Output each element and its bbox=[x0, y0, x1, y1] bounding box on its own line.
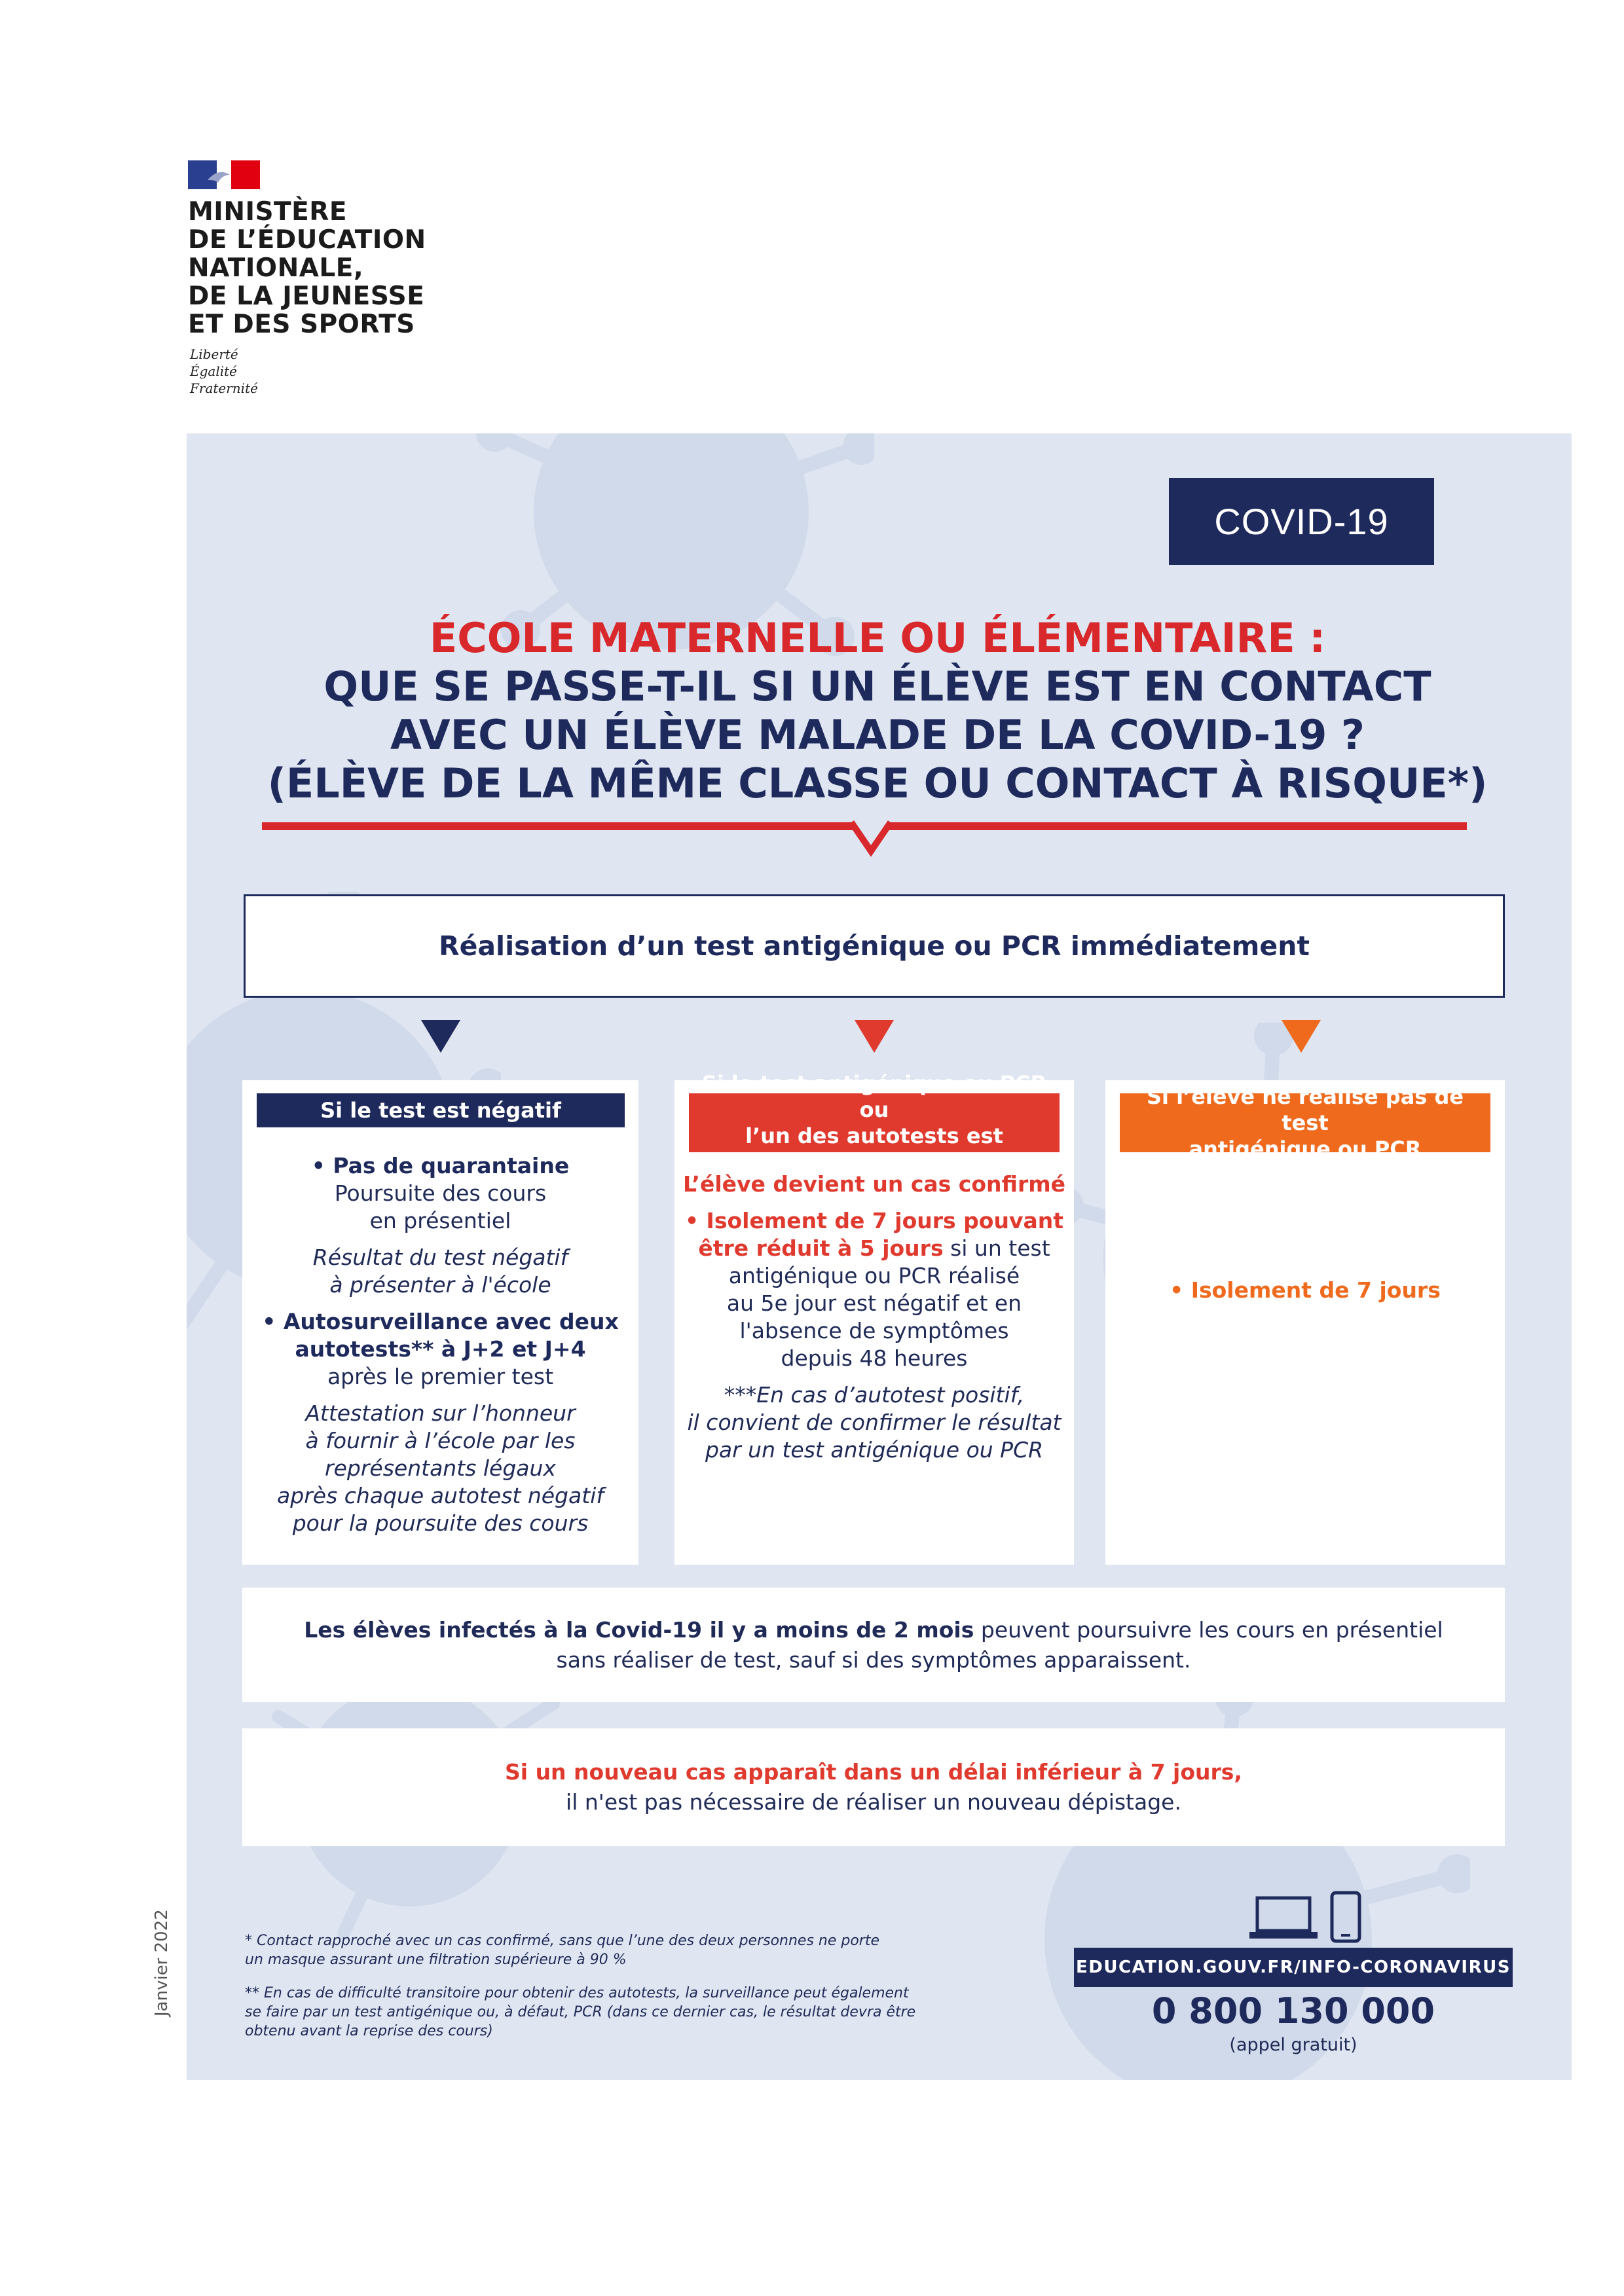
page-title bbox=[196, 614, 1559, 808]
arrow-down-icon bbox=[855, 1020, 894, 1053]
text-line: depuis 48 heures bbox=[781, 1345, 968, 1371]
ministry-line: NATIONALE, bbox=[188, 253, 364, 283]
motto-line: Fraternité bbox=[190, 380, 258, 396]
title-line: (ÉLÈVE DE LA MÊME CLASSE OU CONTACT À RISQUE*) bbox=[267, 759, 1488, 807]
footnote-line: ** En cas de difficulté transitoire pour obtenir des autotests, la surveillance peut également bbox=[245, 1985, 909, 2001]
info-red: Si un nouveau cas apparaît dans un délai inférieur à 7 jours, bbox=[505, 1759, 1242, 1785]
phone-number: 0 800 130 000 bbox=[1151, 1990, 1435, 2032]
note-line: à présenter à l'école bbox=[329, 1272, 551, 1298]
text-line: Poursuite des cours bbox=[334, 1180, 547, 1206]
publication-date: Janvier 2022 bbox=[152, 1909, 172, 2016]
isolation-text: • Isolement de 7 jours bbox=[1170, 1277, 1441, 1303]
footnote-2 bbox=[245, 1984, 1050, 2041]
text-line: l'absence de symptômes bbox=[739, 1318, 1009, 1343]
info-box-new-case bbox=[242, 1728, 1505, 1846]
phone-note: (appel gratuit) bbox=[1229, 2035, 1357, 2055]
laptop-icon bbox=[1247, 1895, 1320, 1941]
header-line: antigénique ou PCR bbox=[1189, 1137, 1422, 1161]
column-header bbox=[1120, 1084, 1490, 1161]
bullet-title: autotests** à J+2 et J+4 bbox=[295, 1336, 586, 1362]
text-line: en présentiel bbox=[369, 1208, 511, 1233]
info-box-recent-infection bbox=[242, 1588, 1505, 1702]
column-body bbox=[674, 1171, 1074, 1464]
column-header: Si le test est négatif bbox=[257, 1093, 625, 1127]
note-line: Résultat du test négatif bbox=[312, 1245, 568, 1270]
footnote-line: se faire par un test antigénique ou, à défaut, PCR (dans ce dernier cas, le résultat devra être bbox=[245, 2004, 916, 2020]
column-negative bbox=[242, 1080, 638, 1565]
title-divider bbox=[262, 812, 1467, 871]
header-line: Si le test antigénique ou PCR ou bbox=[701, 1071, 1047, 1122]
ministry-line: DE L’ÉDUCATION bbox=[188, 225, 426, 255]
motto-line: Égalité bbox=[190, 363, 237, 379]
info-bold: Les élèves infectés à la Covid-19 il y a moins de 2 mois bbox=[304, 1616, 974, 1643]
column-no-test bbox=[1105, 1080, 1505, 1565]
isolation-title: être réduit à 5 jours bbox=[698, 1235, 944, 1261]
text-line: après le premier test bbox=[327, 1364, 554, 1389]
test-instruction-box: Réalisation d’un test antigénique ou PCR immédiatement bbox=[244, 894, 1505, 998]
info-text: il n'est pas nécessaire de réaliser un nouveau dépistage. bbox=[566, 1789, 1181, 1815]
note-line: pour la poursuite des cours bbox=[292, 1510, 589, 1536]
note-line: après chaque autotest négatif bbox=[277, 1483, 604, 1508]
column-body bbox=[242, 1152, 638, 1537]
header-line: l’un des autotests est positif*** bbox=[745, 1123, 1003, 1175]
arrow-down-icon bbox=[421, 1020, 460, 1053]
footnote-1 bbox=[245, 1931, 1044, 1969]
title-line: ÉCOLE MATERNELLE OU ÉLÉMENTAIRE : bbox=[429, 614, 1326, 662]
marianne-logo-icon bbox=[188, 160, 260, 189]
info-text: peuvent poursuivre les cours en présentiel bbox=[974, 1616, 1443, 1643]
note-line: Attestation sur l’honneur bbox=[305, 1400, 576, 1426]
smartphone-icon bbox=[1329, 1891, 1362, 1943]
column-header bbox=[689, 1071, 1060, 1175]
note-line: représentants légaux bbox=[325, 1455, 556, 1481]
bullet-title: • Pas de quarantaine bbox=[311, 1153, 570, 1178]
ministry-name bbox=[188, 198, 426, 338]
text-line: si un test bbox=[943, 1235, 1050, 1261]
arrow-down-icon bbox=[1282, 1020, 1321, 1053]
motto-line: Liberté bbox=[190, 346, 238, 362]
ministry-line: ET DES SPORTS bbox=[188, 310, 415, 339]
covid-badge: COVID-19 bbox=[1169, 478, 1434, 565]
motto bbox=[190, 346, 258, 397]
note-line: à fournir à l’école par les bbox=[305, 1428, 576, 1453]
footnote-line: un masque assurant une filtration supérieure à 90 % bbox=[245, 1952, 627, 1968]
note-line: il convient de confirmer le résultat bbox=[687, 1410, 1061, 1435]
info-text: sans réaliser de test, sauf si des symptômes apparaissent. bbox=[556, 1647, 1191, 1673]
isolation-title: • Isolement de 7 jours pouvant bbox=[684, 1208, 1064, 1233]
title-line: AVEC UN ÉLÈVE MALADE DE LA COVID-19 ? bbox=[390, 711, 1365, 759]
info-url: EDUCATION.GOUV.FR/INFO-CORONAVIRUS bbox=[1074, 1948, 1513, 1987]
note-line: par un test antigénique ou PCR bbox=[705, 1437, 1044, 1463]
footnote-line: * Contact rapproché avec un cas confirmé, sans que l’une des deux personnes ne porte bbox=[245, 1933, 880, 1949]
bullet-title: • Autosurveillance avec deux bbox=[262, 1309, 619, 1334]
confirmed-case: L’élève devient un cas confirmé bbox=[682, 1171, 1066, 1197]
ministry-line: MINISTÈRE bbox=[188, 197, 347, 227]
footnote-line: obtenu avant la reprise des cours) bbox=[245, 2023, 493, 2039]
title-line: QUE SE PASSE-T-IL SI UN ÉLÈVE EST EN CONTACT bbox=[323, 663, 1431, 710]
header-line: Si l’élève ne réalise pas de test bbox=[1146, 1084, 1464, 1135]
note-line: ***En cas d’autotest positif, bbox=[724, 1382, 1025, 1408]
text-line: antigénique ou PCR réalisé bbox=[728, 1263, 1020, 1288]
column-positive bbox=[674, 1071, 1074, 1565]
ministry-line: DE LA JEUNESSE bbox=[188, 282, 425, 311]
text-line: au 5e jour est négatif et en bbox=[726, 1290, 1022, 1316]
